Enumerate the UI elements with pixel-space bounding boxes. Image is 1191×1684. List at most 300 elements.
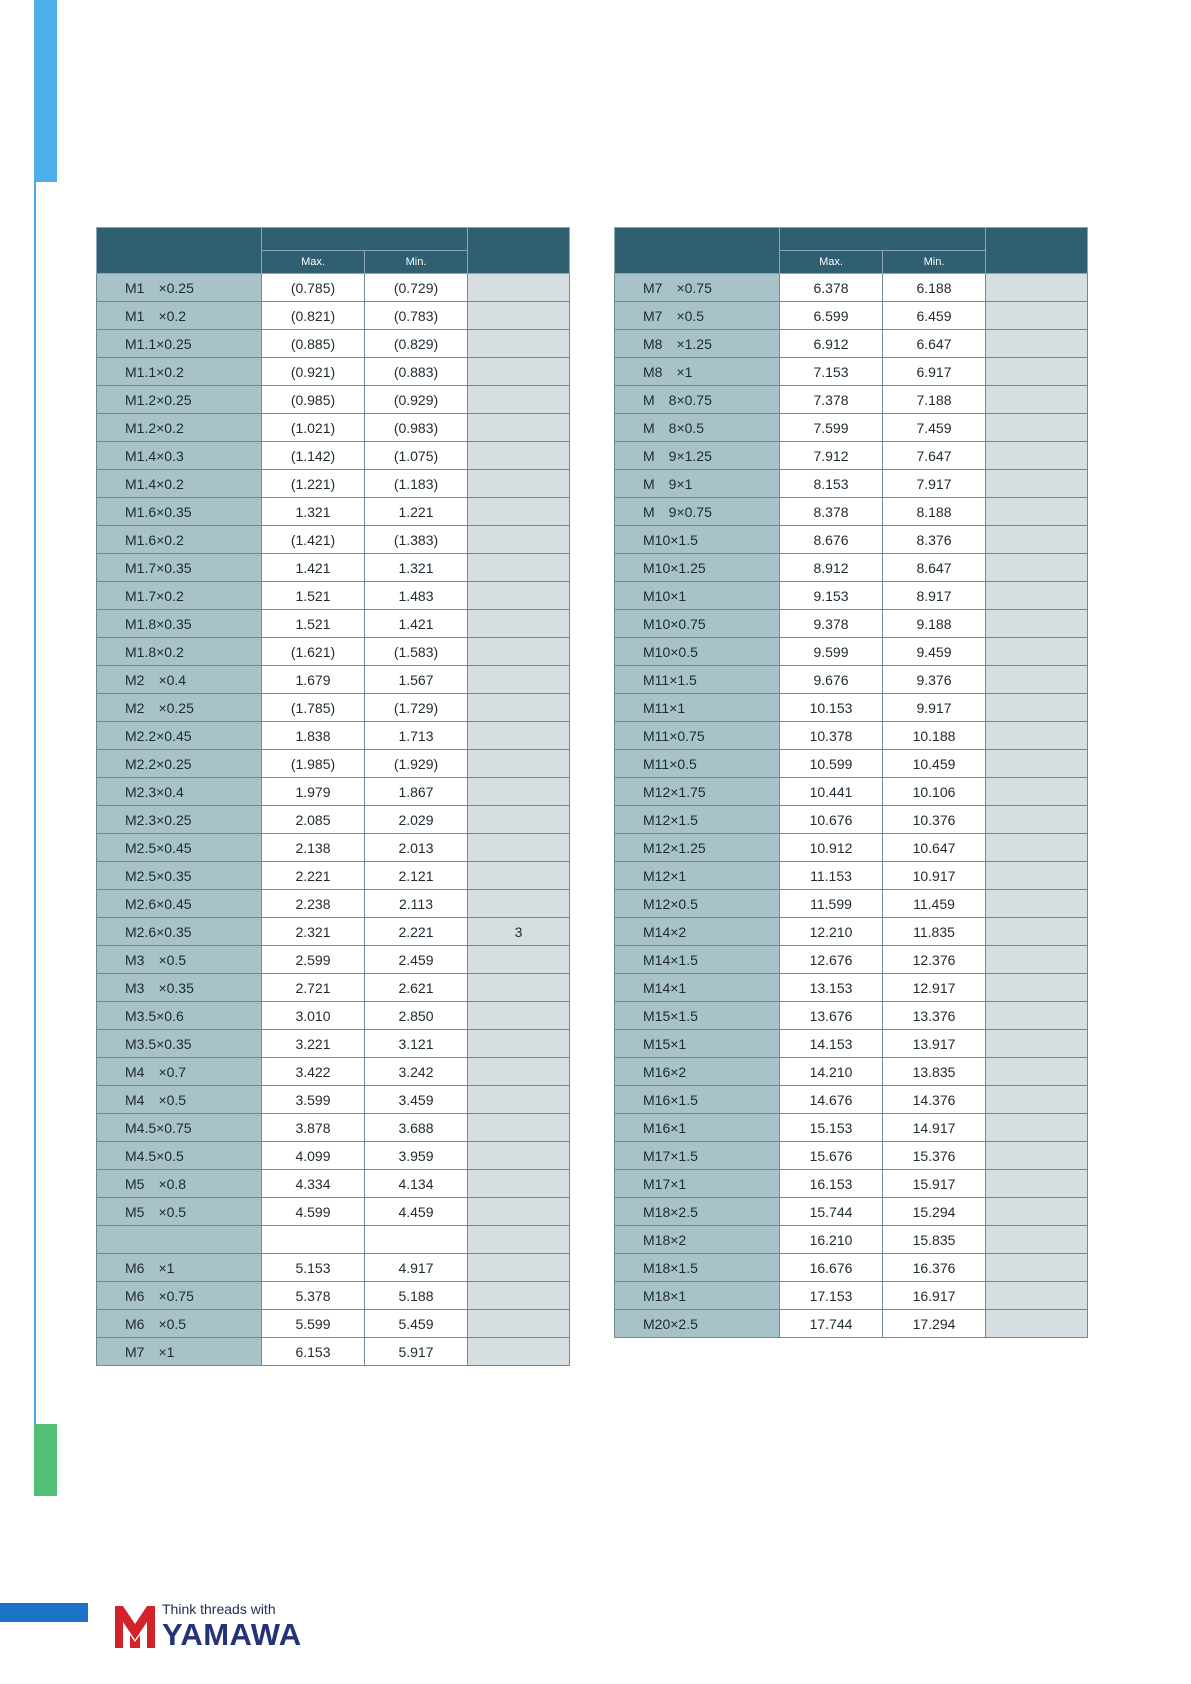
note-cell: [986, 1170, 1088, 1198]
min-value-cell: (0.729): [365, 274, 468, 302]
min-value-cell: 5.917: [365, 1338, 468, 1366]
max-value-cell: 14.153: [780, 1030, 883, 1058]
table-row: [615, 414, 1088, 442]
thread-size-cell: M17×1.5: [615, 1142, 780, 1170]
note-cell: [468, 526, 570, 554]
table-row: [97, 834, 570, 862]
max-value-cell: 7.378: [780, 386, 883, 414]
min-value-cell: 7.917: [883, 470, 986, 498]
note-cell: [468, 358, 570, 386]
thread-size-cell: M8 ×1.25: [615, 330, 780, 358]
max-value-cell: 11.153: [780, 862, 883, 890]
min-value-cell: 1.483: [365, 582, 468, 610]
table-row: [97, 862, 570, 890]
note-cell: [986, 750, 1088, 778]
min-value-cell: 6.917: [883, 358, 986, 386]
min-value-cell: 2.013: [365, 834, 468, 862]
note-cell: [468, 638, 570, 666]
min-value-cell: (0.829): [365, 330, 468, 358]
thread-size-cell: M 8×0.5: [615, 414, 780, 442]
note-cell: [468, 1002, 570, 1030]
min-value-cell: 9.459: [883, 638, 986, 666]
thread-size-cell: M14×1: [615, 974, 780, 1002]
note-cell: [986, 834, 1088, 862]
min-value-cell: 4.459: [365, 1198, 468, 1226]
table-row: [615, 666, 1088, 694]
table-row: [97, 1086, 570, 1114]
max-value-cell: 9.153: [780, 582, 883, 610]
note-cell: [986, 610, 1088, 638]
table-row: [97, 1058, 570, 1086]
thread-size-cell: M18×2: [615, 1226, 780, 1254]
max-value-cell: 7.912: [780, 442, 883, 470]
table-row: [97, 1282, 570, 1310]
note-cell: [986, 666, 1088, 694]
min-value-cell: 13.917: [883, 1030, 986, 1058]
note-cell: [468, 778, 570, 806]
thread-size-cell: M3 ×0.35: [97, 974, 262, 1002]
min-value-cell: 1.421: [365, 610, 468, 638]
max-value-cell: 6.378: [780, 274, 883, 302]
note-cell: [468, 582, 570, 610]
min-value-cell: 15.294: [883, 1198, 986, 1226]
table-row: [615, 610, 1088, 638]
table-row: [615, 1030, 1088, 1058]
thread-size-cell: M5 ×0.5: [97, 1198, 262, 1226]
table-row: [97, 778, 570, 806]
max-value-cell: 7.599: [780, 414, 883, 442]
table-row: [615, 694, 1088, 722]
max-value-cell: 6.153: [262, 1338, 365, 1366]
note-cell: [468, 1058, 570, 1086]
thread-size-cell: M15×1.5: [615, 1002, 780, 1030]
max-value-cell: 13.676: [780, 1002, 883, 1030]
thread-size-cell: M18×1.5: [615, 1254, 780, 1282]
thread-size-cell: M1.6×0.35: [97, 498, 262, 526]
thread-size-cell: M1.2×0.25: [97, 386, 262, 414]
max-value-cell: 12.676: [780, 946, 883, 974]
max-value-cell: 10.378: [780, 722, 883, 750]
max-value-cell: (1.142): [262, 442, 365, 470]
note-cell: [986, 1254, 1088, 1282]
thread-size-cell: M17×1: [615, 1170, 780, 1198]
table-row: [97, 1198, 570, 1226]
min-value-cell: 1.321: [365, 554, 468, 582]
max-value-cell: 11.599: [780, 890, 883, 918]
max-value-cell: (0.821): [262, 302, 365, 330]
table-row: [615, 1310, 1088, 1338]
table-row: [97, 806, 570, 834]
min-value-cell: 6.188: [883, 274, 986, 302]
max-value-cell: (1.221): [262, 470, 365, 498]
thread-size-cell: M 9×0.75: [615, 498, 780, 526]
yamawa-mark-icon: [113, 1602, 157, 1650]
min-value-cell: 3.121: [365, 1030, 468, 1058]
table-row: [97, 974, 570, 1002]
table-row: [615, 1226, 1088, 1254]
note-cell: [986, 974, 1088, 1002]
thread-size-cell: M18×2.5: [615, 1198, 780, 1226]
note-cell: [468, 1310, 570, 1338]
table-row: [615, 386, 1088, 414]
max-value-cell: 12.210: [780, 918, 883, 946]
max-value-cell: 10.599: [780, 750, 883, 778]
note-cell: [986, 386, 1088, 414]
min-value-cell: 1.221: [365, 498, 468, 526]
note-cell: [468, 1254, 570, 1282]
footer-accent-bar: [0, 1603, 88, 1622]
table-row: [97, 1254, 570, 1282]
max-value-cell: (1.785): [262, 694, 365, 722]
max-value-cell: [262, 1226, 365, 1254]
max-value-cell: 9.599: [780, 638, 883, 666]
max-value-cell: 2.238: [262, 890, 365, 918]
min-value-cell: 2.029: [365, 806, 468, 834]
thread-size-cell: M12×0.5: [615, 890, 780, 918]
thread-size-cell: M1 ×0.2: [97, 302, 262, 330]
table-row: [97, 946, 570, 974]
max-value-cell: 1.321: [262, 498, 365, 526]
thread-size-cell: M3 ×0.5: [97, 946, 262, 974]
table-row: [97, 890, 570, 918]
thread-size-cell: M2.2×0.45: [97, 722, 262, 750]
note-cell: [986, 302, 1088, 330]
min-value-cell: (0.929): [365, 386, 468, 414]
min-value-cell: 8.647: [883, 554, 986, 582]
thread-size-cell: M2.2×0.25: [97, 750, 262, 778]
thread-size-cell: [97, 1226, 262, 1254]
table-row: [615, 526, 1088, 554]
table-row: [97, 1002, 570, 1030]
max-value-cell: 2.721: [262, 974, 365, 1002]
min-value-cell: 11.835: [883, 918, 986, 946]
table-row: [97, 1338, 570, 1366]
max-value-cell: 4.599: [262, 1198, 365, 1226]
max-value-cell: 14.210: [780, 1058, 883, 1086]
diameter-header: [780, 228, 986, 251]
table-row: [615, 750, 1088, 778]
note-cell: [986, 1198, 1088, 1226]
max-value-cell: (0.985): [262, 386, 365, 414]
max-value-cell: 2.138: [262, 834, 365, 862]
logo-wordmark: YAMAWA: [162, 1617, 302, 1652]
note-cell: [468, 666, 570, 694]
max-value-cell: 15.153: [780, 1114, 883, 1142]
max-value-cell: (0.785): [262, 274, 365, 302]
table-row: [97, 526, 570, 554]
thread-size-cell: M 8×0.75: [615, 386, 780, 414]
thread-size-cell: M 9×1: [615, 470, 780, 498]
max-value-cell: 16.153: [780, 1170, 883, 1198]
max-value-cell: 4.334: [262, 1170, 365, 1198]
min-value-cell: 2.621: [365, 974, 468, 1002]
max-value-cell: (0.921): [262, 358, 365, 386]
min-value-cell: (0.983): [365, 414, 468, 442]
min-value-cell: 16.376: [883, 1254, 986, 1282]
min-value-cell: 12.376: [883, 946, 986, 974]
thread-size-cell: M2.6×0.45: [97, 890, 262, 918]
max-value-cell: 4.099: [262, 1142, 365, 1170]
note-cell: [468, 1142, 570, 1170]
max-value-cell: 3.599: [262, 1086, 365, 1114]
min-value-cell: (1.929): [365, 750, 468, 778]
min-value-cell: 12.917: [883, 974, 986, 1002]
thread-size-cell: M12×1.75: [615, 778, 780, 806]
table-row: [615, 806, 1088, 834]
min-value-cell: (1.583): [365, 638, 468, 666]
min-value-cell: 5.188: [365, 1282, 468, 1310]
note-cell: [468, 1170, 570, 1198]
min-value-cell: (0.883): [365, 358, 468, 386]
min-value-cell: 1.713: [365, 722, 468, 750]
thread-size-cell: M1.6×0.2: [97, 526, 262, 554]
table-row: [615, 1254, 1088, 1282]
max-value-cell: 3.422: [262, 1058, 365, 1086]
table-row: [97, 470, 570, 498]
note-cell: [468, 722, 570, 750]
max-value-cell: 14.676: [780, 1086, 883, 1114]
table-row: [615, 302, 1088, 330]
thread-size-cell: M10×1: [615, 582, 780, 610]
max-value-cell: 5.153: [262, 1254, 365, 1282]
max-value-cell: 17.744: [780, 1310, 883, 1338]
thread-size-cell: M6 ×0.5: [97, 1310, 262, 1338]
side-rule: [34, 0, 36, 1440]
note-cell: [986, 946, 1088, 974]
min-value-cell: 8.188: [883, 498, 986, 526]
table-row: [97, 1142, 570, 1170]
note-cell: [468, 750, 570, 778]
table-row: [615, 274, 1088, 302]
table-row: [615, 974, 1088, 1002]
note-header: [986, 228, 1088, 274]
min-value-cell: 2.221: [365, 918, 468, 946]
table-row: [615, 1282, 1088, 1310]
note-cell: [468, 414, 570, 442]
note-cell: [986, 358, 1088, 386]
thread-table-left: [96, 227, 570, 1366]
min-value-cell: (1.729): [365, 694, 468, 722]
table-row: [615, 1086, 1088, 1114]
min-value-cell: 1.867: [365, 778, 468, 806]
note-cell: [468, 862, 570, 890]
min-value-cell: 5.459: [365, 1310, 468, 1338]
table-row: [615, 918, 1088, 946]
max-value-cell: (1.985): [262, 750, 365, 778]
note-cell: [986, 442, 1088, 470]
thread-size-cell: M10×0.5: [615, 638, 780, 666]
table-row: [615, 834, 1088, 862]
note-cell: [468, 1282, 570, 1310]
thread-table-right: [614, 227, 1088, 1338]
thread-size-cell: M14×1.5: [615, 946, 780, 974]
min-value-cell: 1.567: [365, 666, 468, 694]
max-value-cell: 6.599: [780, 302, 883, 330]
table-row: [97, 358, 570, 386]
thread-size-cell: M2 ×0.25: [97, 694, 262, 722]
table-row: [97, 498, 570, 526]
table-row: [615, 554, 1088, 582]
table-row: [615, 862, 1088, 890]
thread-size-cell: M5 ×0.8: [97, 1170, 262, 1198]
note-cell: [468, 1226, 570, 1254]
note-cell: [986, 470, 1088, 498]
min-value-cell: 6.459: [883, 302, 986, 330]
thread-size-cell: M3.5×0.6: [97, 1002, 262, 1030]
max-value-cell: 2.599: [262, 946, 365, 974]
note-cell: [468, 554, 570, 582]
section-tab-bottom: [34, 1424, 57, 1496]
max-value-cell: 2.221: [262, 862, 365, 890]
size-header: [615, 228, 780, 274]
table-row: [97, 386, 570, 414]
table-row: [97, 638, 570, 666]
min-value-cell: 9.188: [883, 610, 986, 638]
min-value-cell: (1.183): [365, 470, 468, 498]
table-row: [615, 946, 1088, 974]
max-value-cell: (1.021): [262, 414, 365, 442]
note-cell: [986, 638, 1088, 666]
min-value-cell: 17.294: [883, 1310, 986, 1338]
min-value-cell: 15.917: [883, 1170, 986, 1198]
note-cell: [468, 1338, 570, 1366]
max-value-cell: 1.838: [262, 722, 365, 750]
note-cell: [986, 778, 1088, 806]
note-cell: [468, 610, 570, 638]
table-row: [97, 722, 570, 750]
min-value-cell: 15.835: [883, 1226, 986, 1254]
table-row: [615, 1002, 1088, 1030]
note-cell: [986, 498, 1088, 526]
note-cell: [468, 330, 570, 358]
max-value-cell: 8.676: [780, 526, 883, 554]
max-value-cell: 1.421: [262, 554, 365, 582]
note-cell: [986, 694, 1088, 722]
note-cell: [986, 330, 1088, 358]
min-header: Min.: [365, 251, 468, 274]
max-value-cell: 3.221: [262, 1030, 365, 1058]
note-cell: [986, 918, 1088, 946]
min-value-cell: [365, 1226, 468, 1254]
note-cell: [986, 526, 1088, 554]
thread-size-cell: M1.8×0.35: [97, 610, 262, 638]
thread-size-cell: M2.5×0.35: [97, 862, 262, 890]
note-cell: [986, 1114, 1088, 1142]
thread-size-cell: M7 ×1: [97, 1338, 262, 1366]
thread-size-cell: M 9×1.25: [615, 442, 780, 470]
thread-size-cell: M11×1.5: [615, 666, 780, 694]
note-cell: [986, 1226, 1088, 1254]
table-row: [97, 414, 570, 442]
note-cell: [986, 890, 1088, 918]
thread-size-cell: M4.5×0.5: [97, 1142, 262, 1170]
table-row: [615, 1198, 1088, 1226]
thread-size-cell: M1.7×0.2: [97, 582, 262, 610]
table-row: [97, 610, 570, 638]
max-value-cell: 5.599: [262, 1310, 365, 1338]
thread-size-cell: M1 ×0.25: [97, 274, 262, 302]
min-value-cell: 6.647: [883, 330, 986, 358]
table-row: [97, 1114, 570, 1142]
thread-size-cell: M1.8×0.2: [97, 638, 262, 666]
size-header: [97, 228, 262, 274]
note-cell: [986, 806, 1088, 834]
table-row: [97, 750, 570, 778]
table-row: [615, 1142, 1088, 1170]
thread-size-cell: M20×2.5: [615, 1310, 780, 1338]
note-cell: [468, 834, 570, 862]
table-row: [615, 358, 1088, 386]
thread-size-cell: M4 ×0.7: [97, 1058, 262, 1086]
table-row: [615, 498, 1088, 526]
thread-size-cell: M1.2×0.2: [97, 414, 262, 442]
thread-size-cell: M3.5×0.35: [97, 1030, 262, 1058]
table-row: [615, 1114, 1088, 1142]
max-value-cell: 16.210: [780, 1226, 883, 1254]
min-value-cell: 2.850: [365, 1002, 468, 1030]
min-value-cell: 3.459: [365, 1086, 468, 1114]
min-header: Min.: [883, 251, 986, 274]
table-row: [615, 330, 1088, 358]
table-row: [97, 330, 570, 358]
thread-size-cell: M2.6×0.35: [97, 918, 262, 946]
thread-size-cell: M2 ×0.4: [97, 666, 262, 694]
thread-size-cell: M2.5×0.45: [97, 834, 262, 862]
max-value-cell: 13.153: [780, 974, 883, 1002]
table-row: [615, 1058, 1088, 1086]
thread-size-cell: M11×0.75: [615, 722, 780, 750]
note-cell: [468, 974, 570, 1002]
min-value-cell: 9.917: [883, 694, 986, 722]
max-header: Max.: [262, 251, 365, 274]
thread-size-cell: M2.3×0.4: [97, 778, 262, 806]
min-value-cell: 3.959: [365, 1142, 468, 1170]
max-value-cell: 10.441: [780, 778, 883, 806]
thread-size-cell: M1.1×0.2: [97, 358, 262, 386]
thread-size-cell: M6 ×0.75: [97, 1282, 262, 1310]
table-row: [97, 442, 570, 470]
max-value-cell: 16.676: [780, 1254, 883, 1282]
thread-size-cell: M4.5×0.75: [97, 1114, 262, 1142]
thread-size-cell: M4 ×0.5: [97, 1086, 262, 1114]
note-cell: [468, 890, 570, 918]
thread-size-cell: M1.7×0.35: [97, 554, 262, 582]
thread-size-cell: M2.3×0.25: [97, 806, 262, 834]
diameter-header: [262, 228, 468, 251]
note-cell: [986, 1282, 1088, 1310]
min-value-cell: 16.917: [883, 1282, 986, 1310]
thread-size-cell: M1.4×0.2: [97, 470, 262, 498]
thread-size-cell: M1.1×0.25: [97, 330, 262, 358]
min-value-cell: 10.459: [883, 750, 986, 778]
max-value-cell: 1.521: [262, 582, 365, 610]
max-value-cell: 1.979: [262, 778, 365, 806]
max-value-cell: 10.912: [780, 834, 883, 862]
min-value-cell: 4.134: [365, 1170, 468, 1198]
table-row: [97, 554, 570, 582]
note-cell: [468, 498, 570, 526]
min-value-cell: 2.121: [365, 862, 468, 890]
max-value-cell: 6.912: [780, 330, 883, 358]
max-value-cell: 7.153: [780, 358, 883, 386]
min-value-cell: 14.917: [883, 1114, 986, 1142]
min-value-cell: (1.383): [365, 526, 468, 554]
min-value-cell: 15.376: [883, 1142, 986, 1170]
max-value-cell: 2.085: [262, 806, 365, 834]
max-value-cell: 8.378: [780, 498, 883, 526]
min-value-cell: 14.376: [883, 1086, 986, 1114]
min-value-cell: 10.188: [883, 722, 986, 750]
